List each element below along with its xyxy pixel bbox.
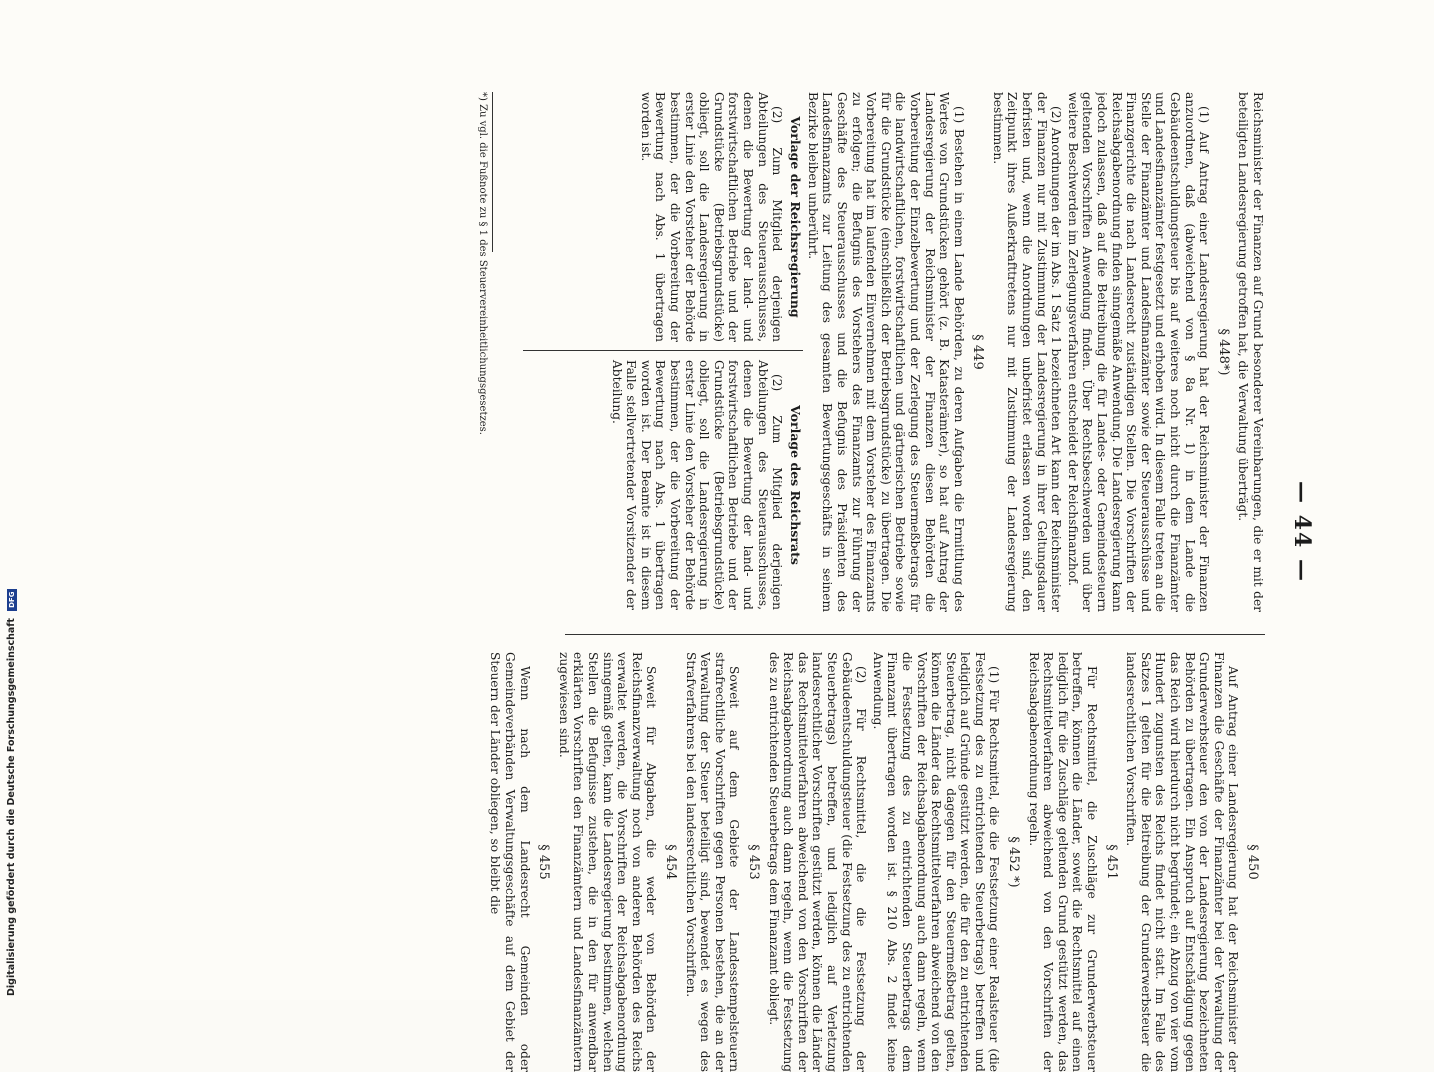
reichsrat-draft-heading: Vorlage des Reichsrats — [788, 405, 804, 565]
section-452-heading: § 452 *) — [1006, 836, 1022, 888]
section-448-heading: § 448*) — [1215, 328, 1231, 376]
intro-paragraph: Reichsminister der Finanzen auf Grund besonderer Vereinbarungen, die er mit der beteiligten Landesregierung getroffen hat, die Verwaltung überträgt. — [1236, 92, 1265, 612]
book-page-rotated — [127, 92, 1317, 1072]
left-column — [145, 92, 1265, 612]
footnote: *) Zu vgl. die Fußnote zu § 1 des Steuervereinheitlichungsgesetzes. — [477, 92, 489, 435]
section-454-paragraph: Soweit für Abgaben, die weder von Behörden der Reichsfinanzverwaltung noch von anderen Behörden des Reichs verwaltet werden, die Vorschriften der Reichsabgabenordnung sinngemäß gelten, kann die Landesregierung bestimmen, welchen Stellen die Befugnisse zustehen, die in den für anwendbar erklärten Vorschriften den Finanzämtern und Landesfinanzämtern zugewiesen sind. — [556, 652, 659, 1072]
footnote-divider — [492, 92, 493, 252]
page-number: — 44 — — [1289, 481, 1315, 583]
section-449-comparison — [503, 92, 803, 612]
section-453-heading: § 453 — [746, 844, 761, 880]
reichsrat-draft-text: (2) Zum Mitglied derjenigen Abteilungen des Steuerausschusses, denen die Bewertung der land- und forstwirtschaftlichen Betriebe und der Grundstücke (Betriebsgrundstücke) obliegt, soll die Landesregierung in erster Linie den Vorsteher der Behörde bestimmen, der die Vorbereitung der Bewertung nach Abs. 1 übertragen worden ist. Der Beamte ist in diesem Falle stellvertretender Vorsitzender der Abteilung. — [609, 360, 785, 610]
section-454-heading: § 454 — [663, 844, 679, 880]
section-450-paragraph: Auf Antrag einer Landesregierung hat der Reichsminister der Finanzen die Geschäfte der Finanzämter bei der Verwaltung der Grunderwerbsteuer den von der Landesregierung bezeichneten Behörden zu übertragen. Ein Anspruch auf Entschädigung gegen das Reich wird hierdurch nicht begründet; ein Abzug von vier vom Hundert zugunsten des Reichs findet nicht statt. Im Falle des Satzes 1 gelten für die Beitreibung der Grunderwerbsteuer die landesrechtlichen Vorschriften. — [1124, 652, 1241, 1072]
government-draft-heading: Vorlage der Reichsregierung — [788, 116, 804, 318]
section-449-paragraph-1: (1) Bestehen in einem Lande Behörden, zu deren Aufgaben die Ermittlung des Wertes von Grundstücken gehört (z. B. Katasterämter), so hat auf Antrag der Landesregierung der Reichsminister der Finanzen diesen Behörden die Vorbereitung der Einzelbewertung und der Zerlegung des Steuermeßbetrags für die landwirtschaftlichen, forstwirtschaftlichen und gärtnerischen Betriebe sowie für die Grundstücke (einschließlich der Betriebsgrundstücke) zu übertragen. Die Vorbereitung hat im laufenden Einvernehmen mit dem Vorsteher des Finanzamts zu erfolgen; die Befugnis des Vorstehers des Finanzamts zur Führung der Geschäfte des Steuerausschusses und die Befugnis des Präsidenten des Landesfinanzamts zur Leitung des gesamten Bewertungsgeschäfts in seinem Bezirke bleiben unberührt. — [805, 92, 966, 612]
section-451-paragraph: Für Rechtsmittel, die Zuschläge zur Grunderwerbsteuer betreffen, können die Länder, soweit die Rechtsmittel auf einen lediglich für die Zuschläge geltenden Grund gestützt werden, das Rechtsmittelverfahren abweichend von den Vorschriften der Reichsabgabenordnung regeln. — [1026, 652, 1100, 1072]
section-449-heading: § 449 — [970, 334, 986, 370]
government-draft-text: (2) Zum Mitglied derjenigen Abteilungen des Steuerausschusses, denen die Bewertung der land- und forstwirtschaftlichen Betriebe und der Grundstücke (Betriebsgrundstücke) obliegt, soll die Landesregierung in erster Linie den Vorsteher der Behörde bestimmen, der die Vorbereitung der Bewertung nach Abs. 1 übertragen worden ist. — [638, 92, 785, 342]
government-draft-column — [636, 92, 803, 342]
section-452-paragraph-2: (2) Für Rechtsmittel, die die Festsetzung der Gebäudeentschuldungsteuer (die Festsetzung des zu entrichtenden Steuerbetrags) betreffen, und lediglich auf Verletzung landesrechtlicher Vorschriften gestützt werden, können die Länder das Rechtsmittelverfahren abweichend von den Vorschriften der Reichsabgabenordnung auch dann regeln, wenn die Festsetzung des zu entrichtenden Steuerbetrags dem Finanzamt obliegt. — [766, 652, 869, 1072]
column-divider — [565, 634, 1265, 635]
dfg-logo: DFG — [7, 589, 17, 611]
reichsrat-draft-column — [607, 360, 803, 610]
comparison-divider — [523, 350, 803, 351]
section-450-heading: § 450 — [1245, 844, 1260, 880]
right-column — [145, 652, 1265, 1072]
section-453-paragraph: Soweit auf dem Gebiete der Landesstempelsteuern strafrechtliche Vorschriften gegen Personen bestehen, die an der Verwaltung der Steuer beteiligt sind, bewendet es wegen des Strafverfahrens bei den landesrechtlichen Vorschriften. — [683, 652, 742, 1072]
digitization-credit — [4, 576, 20, 996]
section-451-heading: § 451 — [1103, 844, 1119, 880]
section-448-paragraph-2: (2) Anordnungen der im Abs. 1 Satz 1 bezeichneten Art kann der Reichsminister der Finanzen nur mit Zustimmung der Landesregierung in ihrer Geltungsdauer befristen und, wenn die Anordnungen unbefristet erlassen worden sind, den Zeitpunkt ihres Außerkrafttretens nur mit Zustimmung der Landesregierung bestimmen. — [990, 92, 1064, 612]
credit-text: Digitalisierung gefördert durch die Deutsche Forschungsgemeinschaft — [6, 618, 17, 996]
section-448-paragraph-1: (1) Auf Antrag einer Landesregierung hat der Reichsminister der Finanzen anzuordnen, daß (abweichend von § 8a Nr. 1) in dem Lande die Gebäudeentschuldungsteuer bis auf weiteres noch nicht durch die Finanzämter und Landesfinanzämter festgesetzt und erhoben wird. In diesem Falle treten an die Stelle der Finanzämter und Landesfinanzämter sowie der Steuerausschüsse und Finanzgerichte die nach Landesrecht zuständigen Stellen. Die Vorschriften der Reichsabgabenordnung finden sinngemäße Anwendung. Die Landesregierung kann jedoch zulassen, daß auf die Beitreibung die für Landes- oder Gemeindesteuern geltenden Vorschriften Anwendung finden. Über Rechtsbeschwerden und über weitere Beschwerden im Zerlegungsverfahren entscheidet der Reichsfinanzhof. — [1065, 92, 1212, 612]
section-455-heading: § 455 — [536, 844, 552, 880]
section-455-paragraph: Wenn nach dem Landesrecht Gemeinden oder Gemeindeverbänden Verwaltungsgeschäfte auf dem Gebiet der Steuern der Länder obliegen, so bleibt die — [488, 652, 532, 1072]
section-452-paragraph-1: (1) Für Rechtsmittel, die die Festsetzung einer Realsteuer (die Festsetzung des zu entrichtenden Steuerbetrags) betreffen und lediglich auf Gründe gestützt werden, die für den zu entrichtenden Steuerbetrag, nicht dagegen für den Steuermeßbetrag gelten, können die Länder das Rechtsmittelverfahren abweichend von den Vorschriften der Reichsabgabenordnung auch dann regeln, wenn die Festsetzung des zu entrichtenden Steuerbetrags dem Finanzamt übertragen worden ist. § 210 Abs. 2 findet keine Anwendung. — [870, 652, 1002, 1072]
